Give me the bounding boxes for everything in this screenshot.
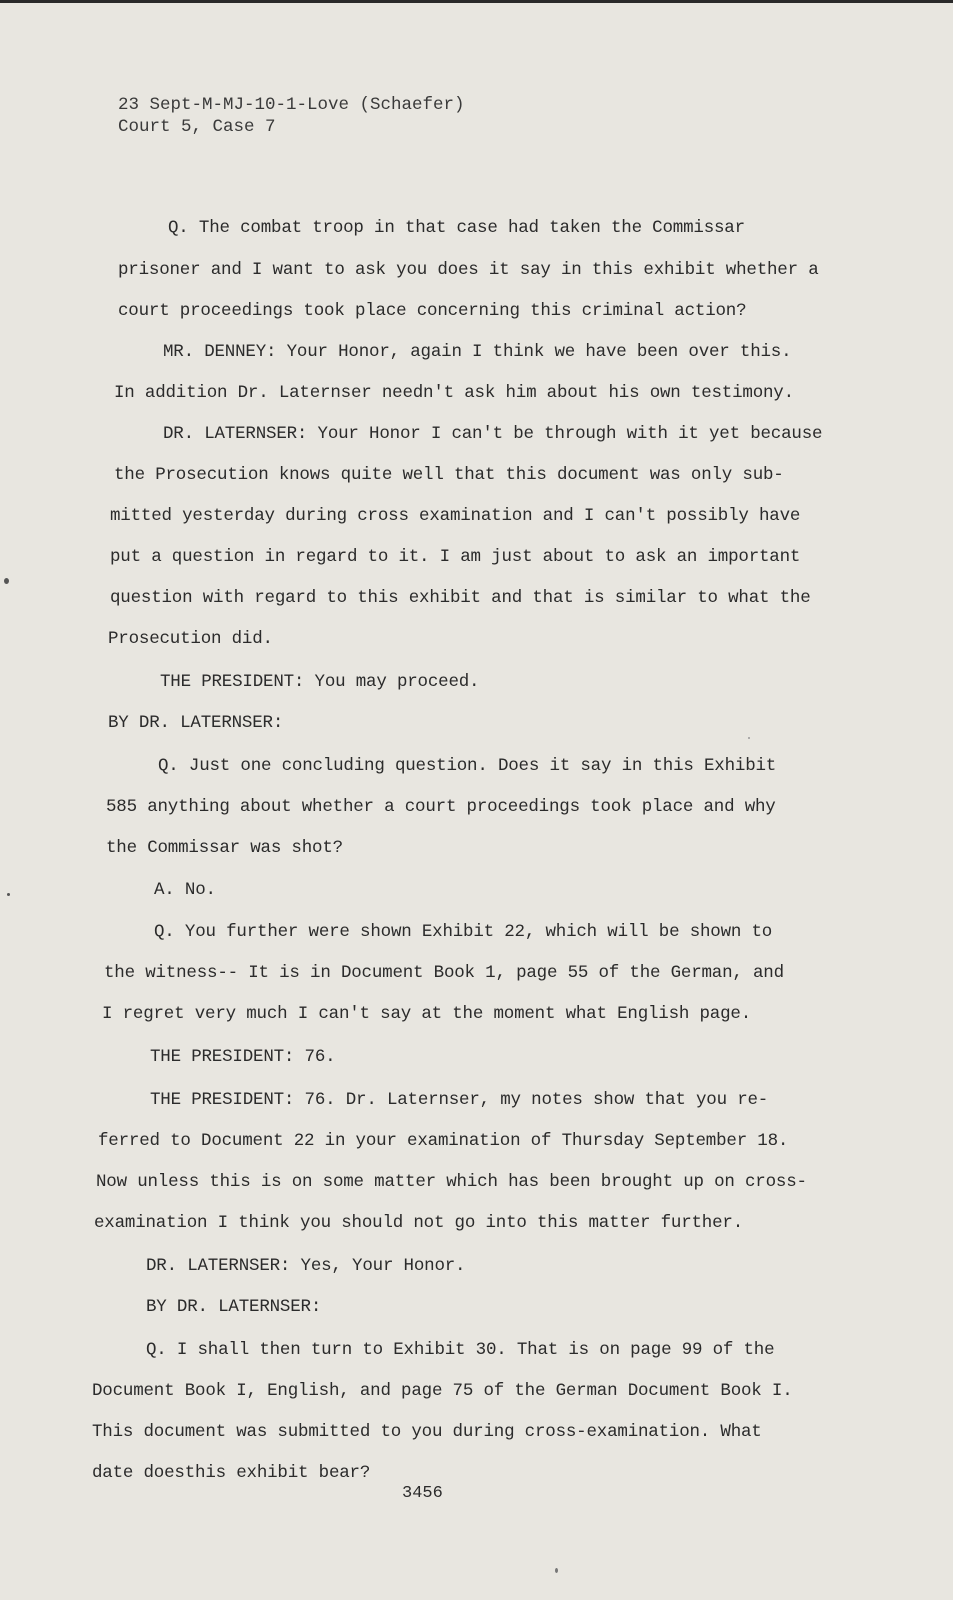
document-header	[118, 94, 465, 138]
transcript-line: court proceedings took place concerning this criminal action?	[118, 301, 747, 321]
transcript-line: DR. LATERNSER: Yes, Your Honor.	[146, 1256, 466, 1276]
margin-mark	[7, 893, 10, 896]
transcript-line: DR. LATERNSER: Your Honor I can't be through with it yet because	[163, 424, 823, 444]
header-line-1: 23 Sept-M-MJ-10-1-Love (Schaefer)	[118, 95, 465, 115]
transcript-line: the Prosecution knows quite well that this document was only sub-	[114, 465, 784, 485]
transcript-line: THE PRESIDENT: 76. Dr. Laternser, my notes show that you re-	[150, 1090, 769, 1110]
transcript-line: This document was submitted to you during cross-examination. What	[92, 1422, 762, 1442]
transcript-line: put a question in regard to it. I am just about to ask an important	[110, 547, 801, 567]
transcript-line: Now unless this is on some matter which has been brought up on cross-	[96, 1172, 807, 1192]
transcript-line: ferred to Document 22 in your examination of Thursday September 18.	[98, 1131, 789, 1151]
transcript-line: 585 anything about whether a court proceedings took place and why	[106, 797, 776, 817]
speck	[555, 1568, 558, 1573]
transcript-line: the witness-- It is in Document Book 1, page 55 of the German, and	[104, 963, 784, 983]
transcript-line: In addition Dr. Laternser needn't ask him about his own testimony.	[114, 383, 794, 403]
transcript-line: date doesthis exhibit bear?	[92, 1463, 371, 1483]
transcript-line: Q. The combat troop in that case had taken the Commissar	[168, 218, 745, 238]
transcript-line: MR. DENNEY: Your Honor, again I think we have been over this.	[163, 342, 792, 362]
header-line-2: Court 5, Case 7	[118, 117, 276, 137]
transcript-line: examination I think you should not go into this matter further.	[94, 1213, 744, 1233]
transcript-line: Q. I shall then turn to Exhibit 30. That is on page 99 of the	[146, 1340, 775, 1360]
transcript-line: BY DR. LATERNSER:	[146, 1297, 322, 1317]
transcript-line: THE PRESIDENT: 76.	[150, 1047, 336, 1067]
margin-mark	[4, 578, 9, 584]
transcript-line: Q. You further were shown Exhibit 22, which will be shown to	[154, 922, 773, 942]
transcript-line: A. No.	[154, 880, 216, 900]
transcript-line: mitted yesterday during cross examination and I can't possibly have	[110, 506, 801, 526]
transcript-line: prisoner and I want to ask you does it say in this exhibit whether a	[118, 260, 819, 280]
transcript-line: Q. Just one concluding question. Does it say in this Exhibit	[158, 756, 777, 776]
page-number: 3456	[402, 1484, 443, 1503]
transcript-line: Prosecution did.	[108, 629, 273, 649]
page-top-edge	[0, 0, 953, 3]
transcript-line: question with regard to this exhibit and that is similar to what the	[110, 588, 811, 608]
speck	[748, 737, 750, 739]
transcript-line: I regret very much I can't say at the moment what English page.	[102, 1004, 752, 1024]
transcript-line: THE PRESIDENT: You may proceed.	[160, 672, 480, 692]
transcript-line: Document Book I, English, and page 75 of the German Document Book I.	[92, 1381, 793, 1401]
transcript-line: BY DR. LATERNSER:	[108, 713, 284, 733]
transcript-line: the Commissar was shot?	[106, 838, 343, 858]
